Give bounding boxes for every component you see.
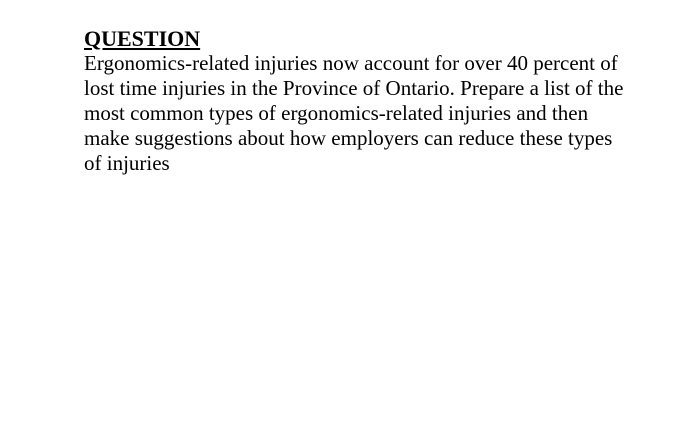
question-text xyxy=(84,51,664,176)
question-heading: QUESTION xyxy=(84,26,201,51)
question-line: most common types of ergonomics-related injuries and then xyxy=(84,101,589,125)
question-line: lost time injuries in the Province of Ontario. Prepare a list of the xyxy=(84,76,624,100)
question-line: of injuries xyxy=(84,151,170,175)
question-line: make suggestions about how employers can reduce these types xyxy=(84,126,613,150)
question-line: Ergonomics-related injuries now account for over 40 percent of xyxy=(84,51,618,75)
question-block xyxy=(84,26,664,176)
